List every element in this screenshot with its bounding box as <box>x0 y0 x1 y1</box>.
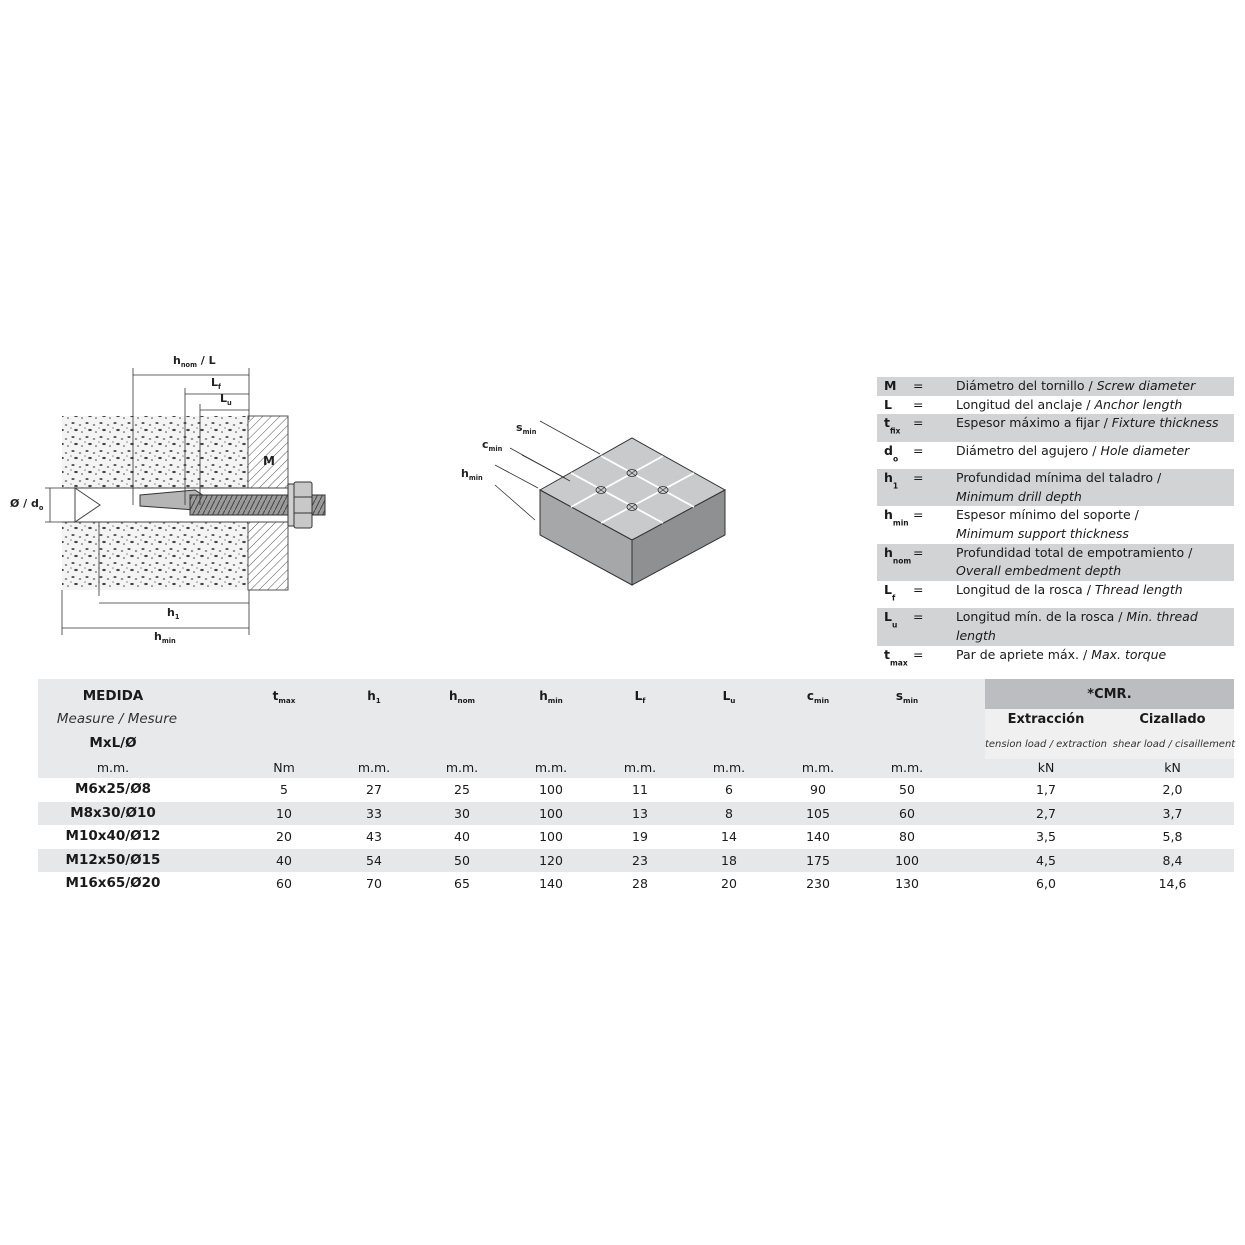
header-col-c-min <box>772 689 864 705</box>
legend-text-en: Screw diameter <box>1096 378 1196 393</box>
row-value: 13 <box>632 805 648 821</box>
unit-cell: m.m. <box>357 760 391 775</box>
legend-row <box>877 506 1234 543</box>
legend-text-es: Longitud mín. de la rosca / <box>956 609 1127 625</box>
legend-symbol-sub: max <box>889 658 908 668</box>
label-hnom-L: $h_{nom}$ / L <box>173 354 216 369</box>
row-value: 60 <box>899 805 915 821</box>
row-value: 100 <box>895 852 919 868</box>
legend-text-es: Profundidad total de empotramiento / <box>956 544 1193 560</box>
header-cmr: *CMR. <box>1087 687 1132 702</box>
legend-row <box>877 414 1234 441</box>
header-col-h-min <box>505 689 597 705</box>
header-symbol: L <box>634 689 643 703</box>
legend-description <box>956 581 1234 600</box>
row-value: 50 <box>454 852 470 868</box>
legend-equals: = <box>913 609 924 625</box>
legend-text-en-line2: Minimum drill depth <box>956 488 1082 504</box>
row-value: 50 <box>899 782 915 797</box>
legend-equals: = <box>913 469 924 485</box>
label-cmin: $c_{min}$ <box>482 438 503 453</box>
table-row <box>38 849 1234 873</box>
unit-cell: m.m. <box>96 760 130 775</box>
row-value: 19 <box>632 829 648 844</box>
header-symbol-sub: f <box>642 696 646 706</box>
legend-row <box>877 581 1234 608</box>
legend-symbol-main: L <box>884 582 892 598</box>
legend-text-es: Diámetro del tornillo / <box>956 378 1097 393</box>
row-value: 11 <box>632 782 648 797</box>
row-value: 70 <box>366 876 382 891</box>
label-d: Ø / $d_o$ <box>10 497 44 512</box>
header-col-h-nom <box>416 689 508 705</box>
label-Lf: $L_f$ <box>211 376 221 391</box>
header-mxl: MxL/Ø <box>89 735 137 751</box>
legend-symbol-main: L <box>884 609 892 625</box>
row-value: 4,5 <box>1036 852 1056 868</box>
legend-equals: = <box>913 442 924 458</box>
legend-equals: = <box>913 582 924 598</box>
legend-text-es: Longitud de la rosca / <box>956 582 1095 598</box>
row-value: 230 <box>806 876 830 891</box>
legend-symbol-sub: u <box>891 620 898 630</box>
row-value: 30 <box>454 805 470 821</box>
legend-symbol <box>877 377 913 396</box>
legend-symbol-main: t <box>884 415 890 431</box>
legend-text-en: Anchor length <box>1094 396 1183 412</box>
legend-text-es: Espesor mínimo del soporte / <box>956 507 1139 523</box>
legend-text-es: Par de apriete máx. / <box>956 646 1092 662</box>
header-col-L-f <box>594 689 686 705</box>
legend-description <box>956 377 1234 396</box>
legend-symbol-main: L <box>884 396 892 412</box>
row-size: M10x40/Ø12 <box>65 828 161 844</box>
legend-symbol-sub: f <box>891 593 896 603</box>
header-symbol: h <box>367 689 376 703</box>
legend-symbol <box>877 646 913 673</box>
row-value: 20 <box>721 876 737 891</box>
label-smin: $s_{min}$ <box>516 421 537 436</box>
washer <box>288 484 294 526</box>
row-value: 14 <box>721 829 737 844</box>
header-symbol-sub: max <box>278 696 296 706</box>
header-extraccion: Extracción <box>1007 712 1085 727</box>
header-symbol: s <box>895 689 904 703</box>
row-value: 140 <box>539 876 563 891</box>
header-col-L-u <box>683 689 775 705</box>
row-value: 8 <box>725 805 733 821</box>
header-symbol: h <box>448 689 458 703</box>
legend-symbol <box>877 544 913 571</box>
header-symbol: t <box>272 689 279 703</box>
row-value: 105 <box>806 805 830 821</box>
unit-cell: m.m. <box>534 760 568 775</box>
row-value: 5 <box>280 782 288 797</box>
row-value: 33 <box>366 805 382 821</box>
legend-row <box>877 544 1234 581</box>
legend-symbol-main: h <box>884 469 893 485</box>
row-size: M8x30/Ø10 <box>70 804 156 821</box>
row-value: 90 <box>810 782 826 797</box>
legend-row <box>877 396 1234 415</box>
header-cizallado-sub: shear load / cisaillement <box>1112 739 1236 750</box>
unit-cell: m.m. <box>890 760 924 775</box>
legend-equals: = <box>913 646 924 662</box>
legend-equals: = <box>913 507 924 523</box>
legend-symbol-main: M <box>884 378 897 393</box>
legend-text-en: Hole diameter <box>1100 442 1190 458</box>
row-value: 8,4 <box>1162 852 1183 868</box>
legend-text-en-line2: Overall embedment depth <box>956 563 1122 579</box>
row-value: 120 <box>539 852 563 868</box>
row-value: 5,8 <box>1162 829 1183 844</box>
header-symbol: c <box>806 689 815 703</box>
spec-table <box>38 679 1234 896</box>
unit-cell: m.m. <box>623 760 657 775</box>
unit-cell: Nm <box>273 760 295 775</box>
header-col-t-max <box>238 689 330 705</box>
legend-text-es: Diámetro del agujero / <box>956 442 1101 458</box>
legend-row <box>877 608 1234 645</box>
row-value: 130 <box>895 876 919 891</box>
legend-symbol <box>877 469 913 496</box>
header-symbol: L <box>722 689 731 703</box>
legend-symbol <box>877 506 913 533</box>
row-value: 25 <box>454 782 470 797</box>
table-row <box>38 802 1234 826</box>
legend-equals: = <box>913 415 924 431</box>
legend-symbol-main: t <box>884 646 890 662</box>
legend-description <box>956 469 1234 506</box>
legend-symbol <box>877 608 913 635</box>
row-value: 65 <box>454 876 470 891</box>
legend-text-es: Longitud del anclaje / <box>956 396 1095 412</box>
header-cizallado: Cizallado <box>1139 712 1206 727</box>
header-col-s-min <box>861 689 953 705</box>
row-value: 80 <box>899 829 915 844</box>
header-symbol-sub: min <box>903 696 919 706</box>
legend-row <box>877 646 1234 673</box>
row-value: 43 <box>366 829 382 844</box>
row-value: 175 <box>806 852 830 868</box>
row-size: M16x65/Ø20 <box>65 875 161 891</box>
row-value: 1,7 <box>1036 782 1056 797</box>
legend-row <box>877 469 1234 506</box>
legend-description <box>956 544 1234 581</box>
legend-description <box>956 442 1234 461</box>
row-size: M12x50/Ø15 <box>65 851 161 868</box>
row-value: 2,7 <box>1036 805 1056 821</box>
legend-description <box>956 414 1234 433</box>
unit-cell: m.m. <box>712 760 746 775</box>
row-value: 6,0 <box>1036 876 1056 891</box>
legend-row <box>877 442 1234 469</box>
header-symbol-sub: 1 <box>375 696 381 706</box>
header-symbol-sub: min <box>547 696 563 706</box>
unit-cell: kN <box>1037 760 1055 775</box>
legend-symbol <box>877 396 913 415</box>
header-symbol-sub: nom <box>457 696 476 706</box>
legend-symbol-main: d <box>884 442 893 458</box>
legend-symbol <box>877 581 913 608</box>
legend-symbol-sub: nom <box>892 556 912 566</box>
row-value: 28 <box>632 876 648 891</box>
table-header <box>38 679 1234 778</box>
legend-description <box>956 608 1234 645</box>
legend-equals: = <box>913 544 924 560</box>
row-value: 40 <box>276 852 292 868</box>
label-hmin: $h_{min}$ <box>154 630 176 645</box>
symbol-legend <box>877 377 1234 673</box>
row-value: 40 <box>454 829 470 844</box>
row-value: 100 <box>539 805 563 821</box>
row-value: 140 <box>806 829 830 844</box>
header-symbol-sub: u <box>730 696 736 706</box>
legend-text-es: Espesor máximo a fijar / <box>956 415 1112 431</box>
legend-text-en-line2: Minimum support thickness <box>956 525 1129 541</box>
legend-symbol <box>877 414 913 441</box>
row-value: 14,6 <box>1158 876 1187 891</box>
legend-symbol-sub: fix <box>889 426 901 436</box>
row-value: 60 <box>276 876 292 891</box>
legend-symbol-main: h <box>884 544 893 560</box>
legend-symbol-sub: min <box>892 518 909 528</box>
label-hmin-block: $h_{min}$ <box>461 467 483 482</box>
label-M: M <box>263 454 275 468</box>
label-Lu: $L_u$ <box>220 392 232 407</box>
header-medida: MEDIDA <box>82 688 144 704</box>
legend-text-es: Profundidad mínima del taladro / <box>956 469 1162 485</box>
row-value: 100 <box>539 829 563 844</box>
row-value: 18 <box>721 852 737 868</box>
row-value: 10 <box>276 805 292 821</box>
table-row <box>38 872 1234 896</box>
legend-description <box>956 396 1234 415</box>
row-value: 20 <box>276 829 292 844</box>
table-row <box>38 778 1234 802</box>
header-col-h-1 <box>328 689 420 705</box>
legend-symbol <box>877 442 913 469</box>
legend-row <box>877 377 1234 396</box>
row-value: 27 <box>366 782 382 797</box>
legend-text-en: Fixture thickness <box>1111 415 1219 431</box>
legend-text-en: Max. torque <box>1091 646 1167 662</box>
legend-description <box>956 506 1234 543</box>
legend-symbol-sub: o <box>892 454 899 464</box>
legend-symbol-sub: 1 <box>892 481 899 491</box>
header-symbol-sub: min <box>814 696 830 706</box>
row-size: M6x25/Ø8 <box>74 781 152 797</box>
row-value: 6 <box>725 782 733 797</box>
unit-cell: m.m. <box>801 760 835 775</box>
legend-symbol-main: h <box>884 507 893 523</box>
row-value: 100 <box>539 782 563 797</box>
legend-text-en: Min. thread length <box>956 609 1198 643</box>
legend-description <box>956 646 1234 665</box>
legend-equals: = <box>913 378 924 393</box>
header-symbol: h <box>539 689 548 703</box>
row-value: 2,0 <box>1162 782 1183 797</box>
unit-cell: m.m. <box>445 760 479 775</box>
row-value: 3,7 <box>1162 805 1183 821</box>
row-value: 3,5 <box>1036 829 1056 844</box>
label-h1: $h_1$ <box>167 606 180 621</box>
table-row <box>38 825 1234 849</box>
row-value: 23 <box>632 852 648 868</box>
header-measure: Measure / Mesure <box>56 711 178 727</box>
unit-cell: kN <box>1164 760 1181 775</box>
legend-equals: = <box>913 396 924 412</box>
nut <box>294 482 312 528</box>
header-extraccion-sub: tension load / extraction <box>984 739 1108 750</box>
row-value: 54 <box>366 852 382 868</box>
legend-text-en: Thread length <box>1094 582 1183 598</box>
